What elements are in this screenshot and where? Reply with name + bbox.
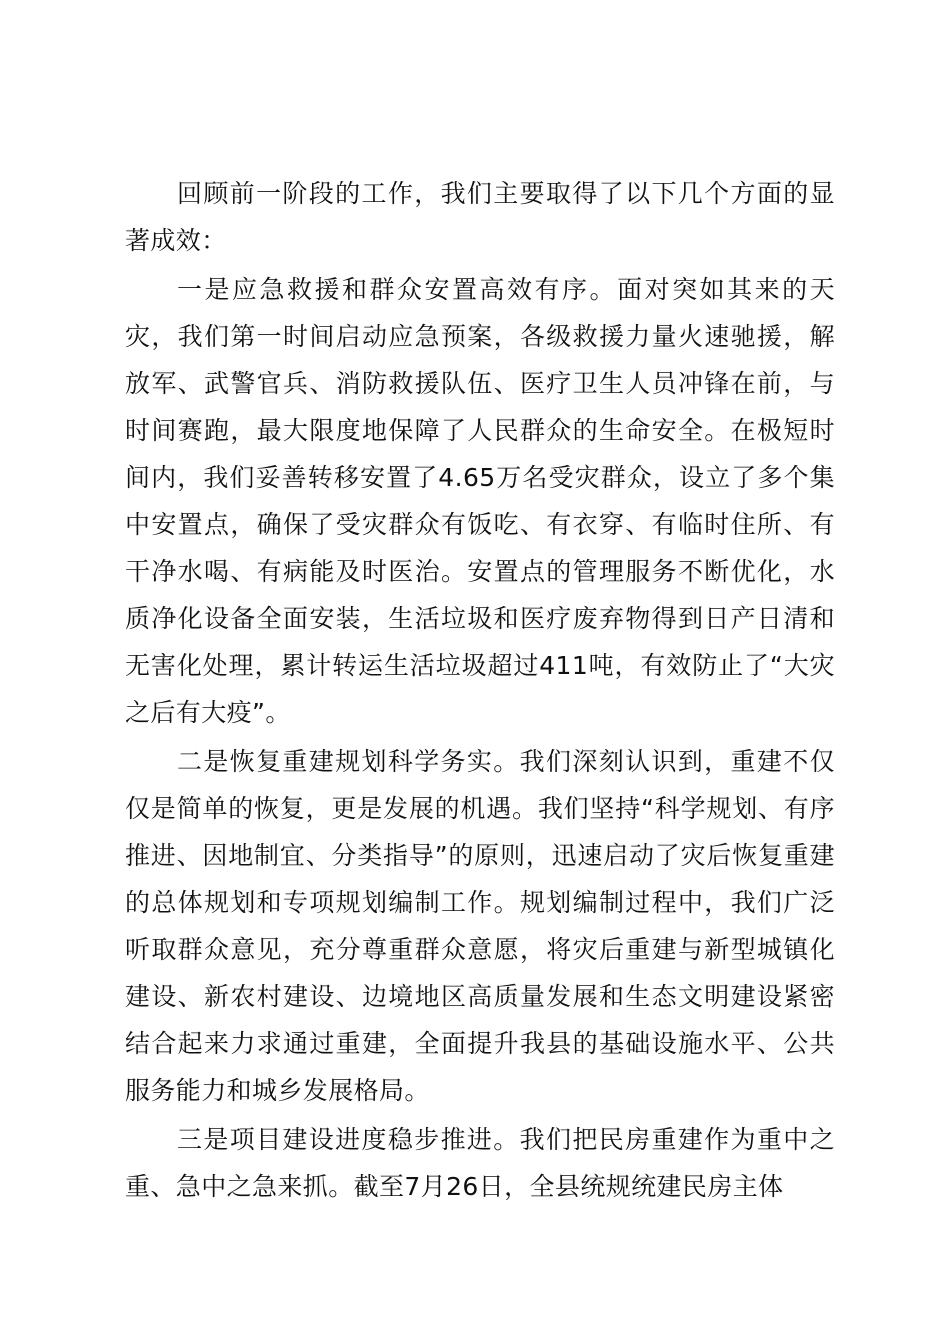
paragraph-reconstruction-planning: 二是恢复重建规划科学务实。我们深刻认识到，重建不仅仅是简单的恢复，更是发展的机遇。我们坚持“科学规划、有序推进、因地制宜、分类指导”的原则，迅速启动了灾后恢复重建的总体规划和专项规划编制工作。规划编制过程中，我们广泛听取群众意见，充分尊重群众意愿，将灾后重建与新型城镇化建设、新农村建设、边境地区高质量发展和生态文明建设紧密结合起来力求通过重建，全面提升我县的基础设施水平、公共服务能力和城乡发展格局。 xyxy=(125,747,835,1105)
paragraph-emergency-rescue: 一是应急救援和群众安置高效有序。面对突如其来的天灾，我们第一时间启动应急预案，各级救援力量火速驰援，解放军、武警官兵、消防救援队伍、医疗卫生人员冲锋在前，与时间赛跑，最大限度地保障了人民群众的生命安全。在极短时间内，我们妥善转移安置了4.65万名受灾群众，设立了多个集中安置点，确保了受灾群众有饭吃、有衣穿、有临时住所、有干净水喝、有病能及时医治。安置点的管理服务不断优化，水质净化设备全面安装，生活垃圾和医疗废弃物得到日产日清和无害化处理，累计转运生活垃圾超过411吨，有效防止了“大灾之后有大疫”。 xyxy=(125,275,835,727)
paragraph-project-progress: 三是项目建设进度稳步推进。我们把民房重建作为重中之重、急中之急来抓。截至7月26日，全县统规统建民房主体 xyxy=(125,1125,835,1201)
document-body xyxy=(125,170,835,1212)
paragraph-intro: 回顾前一阶段的工作，我们主要取得了以下几个方面的显著成效： xyxy=(125,179,835,255)
